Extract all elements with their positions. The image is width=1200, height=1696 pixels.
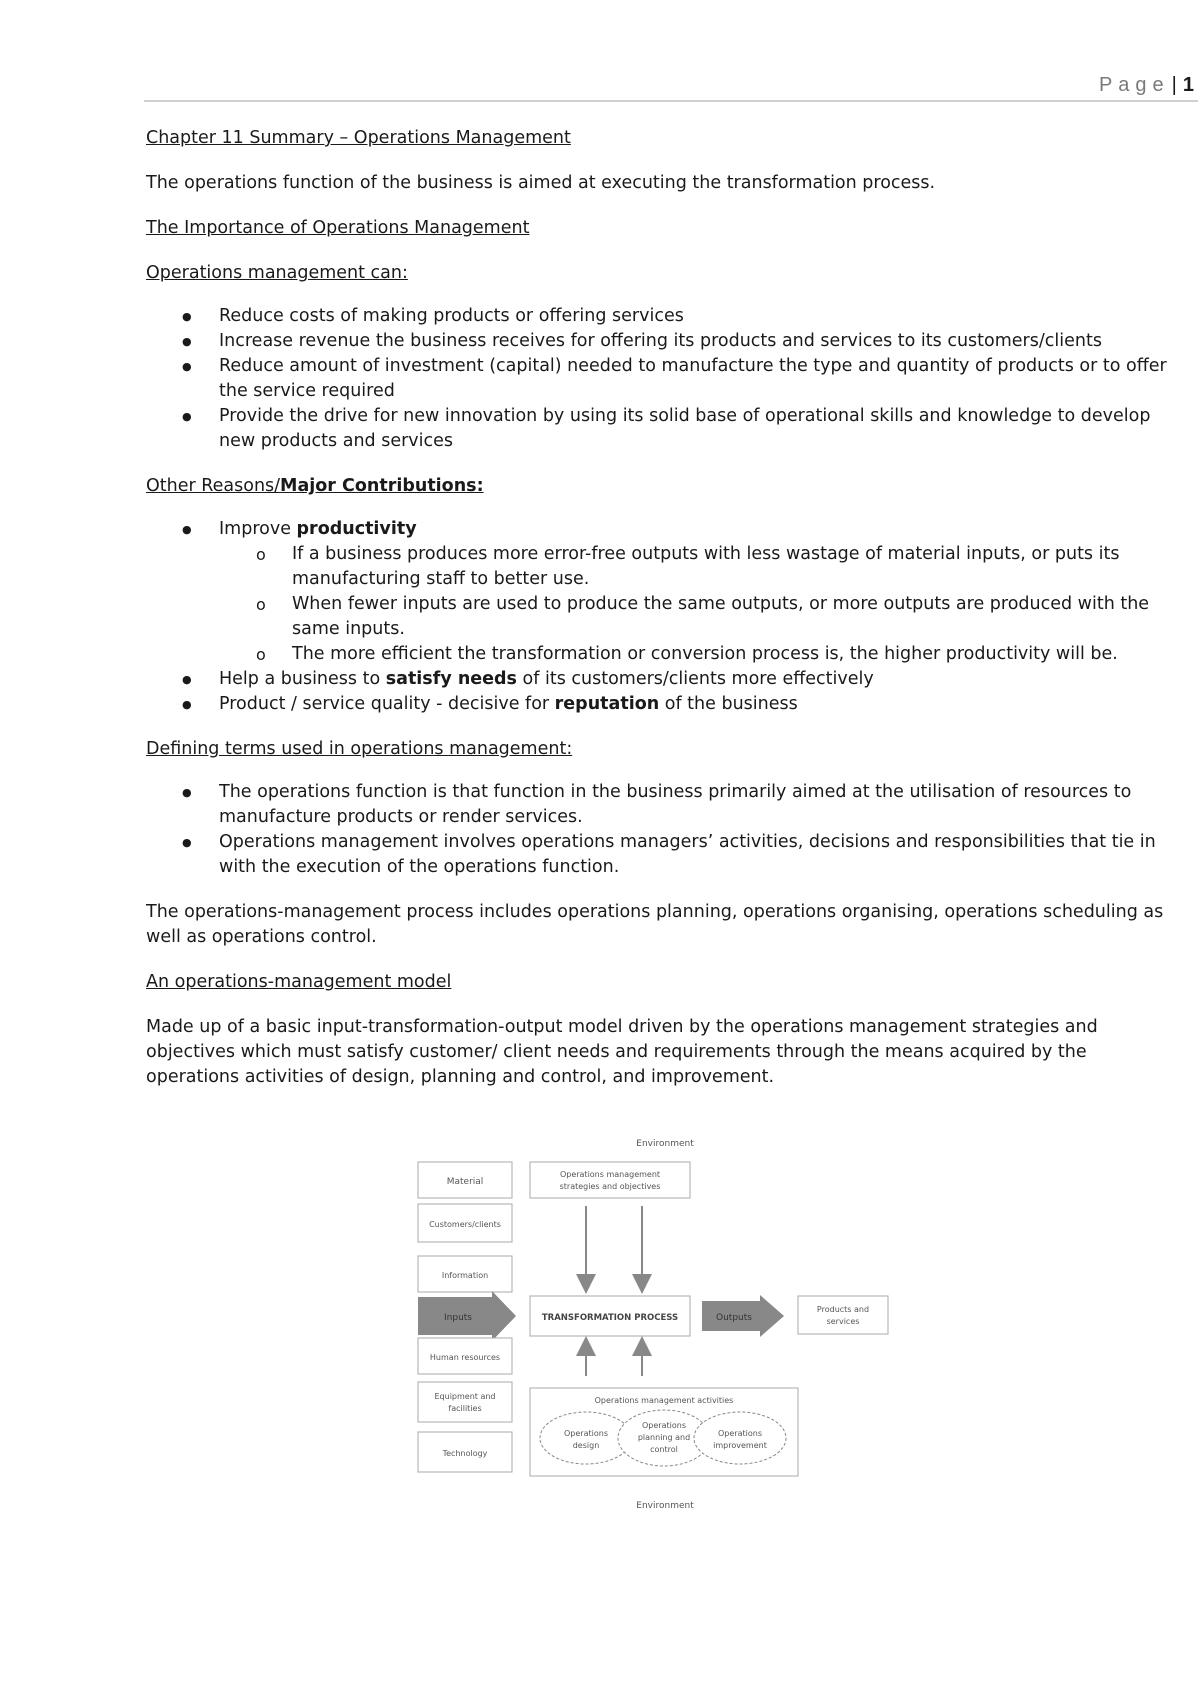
importance-heading: The Importance of Operations Management <box>146 218 530 238</box>
operations-model-diagram <box>410 1138 930 1518</box>
page-header <box>144 74 1198 102</box>
svg-text:Information: Information <box>441 1271 489 1280</box>
transformation-box <box>530 1296 690 1336</box>
satisfy-bold: satisfy needs <box>385 669 517 689</box>
list-item <box>219 692 1176 717</box>
other-heading-bold: Major Contributions: <box>280 476 484 496</box>
outputs-arrow <box>702 1295 784 1337</box>
list-item: ● The operations function is that function in the business primarily aimed at the utilisation of resources to manufacture products or render services. <box>219 780 1176 830</box>
environment-top-label: Environment <box>636 1139 694 1149</box>
environment-bottom-label: Environment <box>636 1501 694 1511</box>
quality-suffix: of the business <box>659 694 798 714</box>
svg-text:services: services <box>826 1317 860 1326</box>
process-paragraph: The operations-management process includes operations planning, operations organising, operations scheduling as well as operations control. <box>146 902 1164 947</box>
svg-text:Operations: Operations <box>718 1429 762 1438</box>
svg-text:Equipment and: Equipment and <box>434 1392 496 1401</box>
svg-text:Inputs: Inputs <box>444 1313 472 1323</box>
diagram-svg <box>410 1138 930 1518</box>
list-item: ● Reduce amount of investment (capital) needed to manufacture the type and quantity of products or to offer the service required <box>219 354 1176 404</box>
list-item: ● Operations management involves operations managers’ activities, decisions and responsibilities that tie in with the execution of the operations function. <box>219 830 1176 880</box>
svg-text:Material: Material <box>446 1177 484 1187</box>
list-item: ● Reduce costs of making products or offering services <box>219 304 1176 329</box>
quality-bold: reputation <box>554 694 660 714</box>
input-box <box>418 1204 512 1242</box>
page-number-label <box>1099 74 1194 97</box>
input-box <box>418 1432 512 1472</box>
svg-text:Operations: Operations <box>642 1421 686 1430</box>
satisfy-prefix: Help a business to <box>219 669 386 689</box>
document-body <box>146 126 1176 1110</box>
activity-ellipse <box>694 1412 786 1464</box>
svg-text:Operations management: Operations management <box>559 1170 661 1179</box>
sub-list-item: o When fewer inputs are used to produce the same outputs, or more outputs are produced with the same inputs. <box>292 592 1176 642</box>
svg-text:facilities: facilities <box>448 1404 482 1413</box>
list-item <box>219 667 1176 692</box>
svg-text:Operations: Operations <box>564 1429 608 1438</box>
defining-heading: Defining terms used in operations management: <box>146 739 573 759</box>
svg-text:Outputs: Outputs <box>716 1313 752 1323</box>
strategies-box <box>530 1162 690 1198</box>
svg-text:control: control <box>650 1445 678 1454</box>
model-paragraph: Made up of a basic input-transformation-output model driven by the operations management strategies and objectives which must satisfy customer/ client needs and requirements through the means acquired by the operations activities of design, planning and control, and improvement. <box>146 1017 1098 1087</box>
sub-list-item: o If a business produces more error-free outputs with less wastage of material inputs, or puts its manufacturing staff to better use. <box>292 542 1176 592</box>
svg-text:Operations management activiti: Operations management activities <box>594 1396 734 1405</box>
list-item: ● Increase revenue the business receives for offering its products and services to its customers/clients <box>219 329 1176 354</box>
sub-list-item: o The more efficient the transformation or conversion process is, the higher productivity will be. <box>292 642 1176 667</box>
svg-text:TRANSFORMATION PROCESS: TRANSFORMATION PROCESS <box>541 1313 679 1323</box>
inputs-arrow <box>418 1291 516 1341</box>
svg-text:Technology: Technology <box>442 1449 488 1458</box>
can-heading: Operations management can: <box>146 263 408 283</box>
defining-list <box>146 780 1176 880</box>
input-box <box>418 1382 512 1422</box>
page-number: 1 <box>1182 74 1194 96</box>
svg-text:Human resources: Human resources <box>429 1353 501 1362</box>
page-word: Page <box>1098 74 1170 96</box>
svg-text:design: design <box>572 1441 600 1450</box>
improve-prefix: Improve <box>219 519 297 539</box>
svg-text:Customers/clients: Customers/clients <box>429 1220 501 1229</box>
other-heading <box>146 474 1176 499</box>
products-box <box>798 1296 888 1334</box>
model-heading: An operations-management model <box>146 972 452 992</box>
svg-text:Products and: Products and <box>816 1305 870 1314</box>
productivity-sub-list <box>219 542 1176 667</box>
svg-text:improvement: improvement <box>713 1441 767 1450</box>
intro-paragraph: The operations function of the business is aimed at executing the transformation process. <box>146 173 936 193</box>
satisfy-suffix: of its customers/clients more effectively <box>516 669 874 689</box>
list-item: ● Provide the drive for new innovation by using its solid base of operational skills and knowledge to develop new products and services <box>219 404 1176 454</box>
input-box <box>418 1338 512 1374</box>
list-item <box>219 517 1176 667</box>
svg-text:strategies and objectives: strategies and objectives <box>559 1182 661 1191</box>
document-title: Chapter 11 Summary – Operations Management <box>146 128 571 148</box>
other-heading-plain: Other Reasons/ <box>146 476 281 496</box>
page-separator: | <box>1171 74 1177 96</box>
svg-text:planning and: planning and <box>637 1433 691 1442</box>
other-list <box>146 517 1176 717</box>
input-box <box>418 1162 512 1198</box>
improve-bold: productivity <box>296 519 417 539</box>
can-list <box>146 304 1176 454</box>
input-box <box>418 1256 512 1292</box>
quality-prefix: Product / service quality - decisive for <box>219 694 555 714</box>
